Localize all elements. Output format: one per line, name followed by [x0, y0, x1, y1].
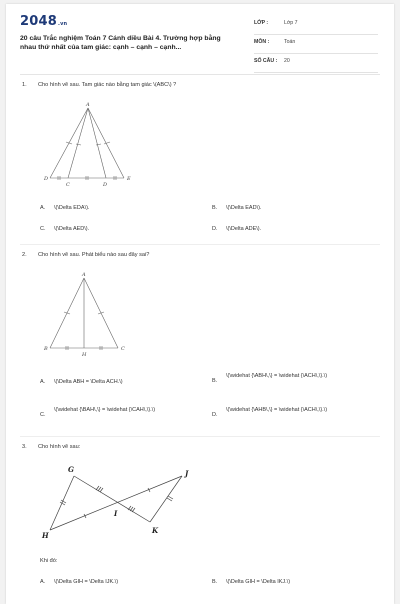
- option-letter: B.: [212, 205, 218, 211]
- question-number: 2.: [22, 252, 27, 258]
- option-text: \(\Delta GIH = \Delta IJK.\): [54, 579, 119, 585]
- q2-option-b[interactable]: [212, 372, 372, 392]
- q1-option-c[interactable]: [40, 225, 200, 235]
- option-text: \(\Delta AED\).: [54, 226, 90, 232]
- option-letter: A.: [40, 579, 46, 585]
- option-letter: B.: [212, 579, 218, 585]
- question-number: 1.: [22, 82, 27, 88]
- question-text: Cho hình vẽ sau. Tam giác nào bằng tam giác \(ABC\) ?: [38, 82, 177, 88]
- option-text: \(\widehat {\BAH\,\} = \widehat {\CAH\,\}.\): [54, 407, 156, 413]
- label-c: C: [66, 182, 70, 188]
- label-k: K: [152, 526, 159, 535]
- logo-suffix: .vn: [57, 21, 68, 27]
- option-text: \(\Delta ADE\).: [226, 226, 262, 232]
- triangle-figure-2: [36, 270, 146, 362]
- label-a: A: [86, 102, 90, 108]
- q2-option-c[interactable]: [40, 406, 200, 426]
- q3-option-b[interactable]: [212, 578, 372, 588]
- q3-option-a[interactable]: [40, 578, 200, 588]
- meta-key: MÔN :: [254, 39, 270, 45]
- label-j: J: [185, 469, 189, 478]
- option-text: \(\Delta EDA\).: [54, 205, 90, 211]
- label-e: E: [127, 176, 131, 182]
- label-c: C: [121, 346, 125, 352]
- follow-up-text: Khi đó:: [40, 558, 58, 564]
- q1-option-d[interactable]: [212, 225, 372, 235]
- question-1: [22, 82, 176, 88]
- label-i: I: [114, 509, 118, 518]
- meta-value: Toán: [284, 39, 296, 45]
- option-text: \(\widehat {\ABH\,\} = \widehat {\ACH\,\}.\): [226, 373, 328, 379]
- label-d: D: [103, 182, 108, 188]
- document-title: 20 câu Trắc nghiệm Toán 7 Cánh diều Bài 4. Trường hợp bằng nhau thứ nhất của tam giác: cạnh – cạnh – cạnh...: [20, 35, 221, 51]
- option-text: \(\Delta GIH = \Delta IKJ.\): [226, 579, 291, 585]
- option-letter: B.: [212, 378, 218, 384]
- question-2: [22, 252, 149, 258]
- q2-option-d[interactable]: [212, 406, 372, 426]
- header-divider: [20, 74, 380, 75]
- triangle-figure-1: [36, 100, 146, 192]
- option-letter: A.: [40, 379, 46, 385]
- question-text: Cho hình vẽ sau:: [38, 444, 81, 450]
- q1-option-b[interactable]: [212, 204, 372, 214]
- figure-q3: [36, 462, 196, 553]
- label-a: A: [82, 272, 86, 278]
- meta-key: SỐ CÂU :: [254, 58, 278, 64]
- option-text: \(\Delta ABH = \Delta ACH.\): [54, 379, 123, 385]
- meta-row-subject: [254, 35, 378, 54]
- option-letter: A.: [40, 205, 46, 211]
- question-divider: [20, 436, 380, 437]
- meta-key: LỚP :: [254, 20, 269, 26]
- meta-value: 20: [284, 58, 290, 64]
- figure-q2: [36, 270, 146, 367]
- worksheet-page: [6, 4, 394, 604]
- question-text: Cho hình vẽ sau. Phát biểu nào sau đây sai?: [38, 252, 150, 258]
- option-text: \(\widehat {\AHB\,\} = \widehat {\ACH\,\}.\): [226, 407, 328, 413]
- option-letter: C.: [40, 412, 46, 418]
- crossed-triangles-figure: [36, 462, 196, 548]
- question-3: [22, 444, 80, 450]
- question-divider: [20, 244, 380, 245]
- q2-option-a[interactable]: [40, 378, 200, 388]
- label-h: H: [82, 352, 87, 358]
- label-b: D: [44, 176, 49, 182]
- label-b: B: [44, 346, 48, 352]
- label-h: H: [42, 531, 49, 540]
- figure-q1: [36, 100, 146, 197]
- meta-table: [254, 16, 378, 73]
- label-g: G: [68, 465, 74, 474]
- option-letter: C.: [40, 226, 46, 232]
- logo-text: 2048: [20, 14, 57, 29]
- q1-option-a[interactable]: [40, 204, 200, 214]
- option-letter: D.: [212, 412, 218, 418]
- meta-row-class: [254, 16, 378, 35]
- option-letter: D.: [212, 226, 218, 232]
- question-number: 3.: [22, 444, 27, 450]
- option-text: \(\Delta EAD\).: [226, 205, 262, 211]
- site-logo[interactable]: [20, 14, 67, 29]
- meta-row-count: [254, 54, 378, 73]
- meta-value: Lớp 7: [284, 20, 298, 26]
